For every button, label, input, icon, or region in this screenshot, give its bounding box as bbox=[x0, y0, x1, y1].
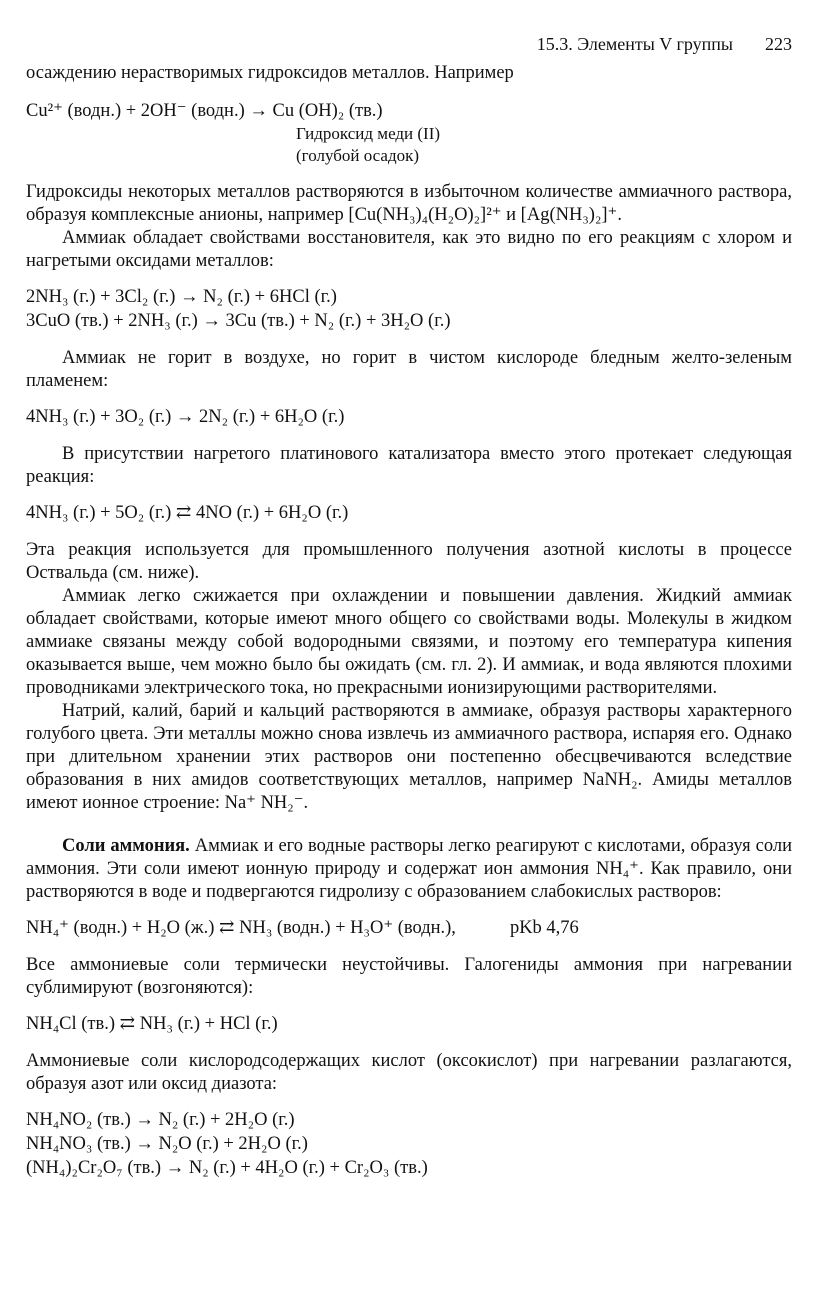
equation-text: NH₄⁺ (водн.) + H₂O (ж.) ⇄ NH₃ (водн.) + H₃O⁺ (водн.), bbox=[26, 918, 456, 938]
equation: NH₄NO₃ (тв.) → N₂O (г.) + 2H₂O (г.) bbox=[26, 1134, 308, 1154]
paragraph-text: Аммиак и его водные растворы легко реагируют с кислотами, образуя соли аммония. Эти соли имеют ионную природу и содержат ион аммония NH₄⁺. Как правило, они растворяются в воде и подвергаются гидролизу с образованием слабокислых растворов: bbox=[26, 836, 792, 902]
running-header bbox=[26, 34, 792, 62]
equation: NH₄Cl (тв.) ⇄ NH₃ (г.) + HCl (г.) bbox=[26, 1014, 278, 1034]
equation: 2NH₃ (г.) + 3Cl₂ (г.) → N₂ (г.) + 6HCl (г.) bbox=[26, 287, 337, 307]
equation: 4NH₃ (г.) + 3O₂ (г.) → 2N₂ (г.) + 6H₂O (г.) bbox=[26, 407, 345, 427]
equation: 4NH₃ (г.) + 5O₂ (г.) ⇄ 4NO (г.) + 6H₂O (г.) bbox=[26, 503, 349, 523]
paragraph: осаждению нерастворимых гидроксидов металлов. Например bbox=[26, 63, 514, 83]
section-heading: Соли аммония. bbox=[62, 836, 190, 856]
equation: (NH₄)₂Cr₂O₇ (тв.) → N₂ (г.) + 4H₂O (г.) + Cr₂O₃ (тв.) bbox=[26, 1158, 428, 1178]
paragraph: Аммиак легко сжижается при охлаждении и повышении давления. Жидкий аммиак обладает свойствами, которые имеют много общего со свойствами воды. Молекулы в жидком аммиаке связаны между собой водородными связями, и поэтому его температура кипения оказывается выше, чем можно было бы ожидать (см. гл. 2). И аммиак, и вода являются плохими проводниками электрического тока, но прекрасными ионизирующими растворителями. bbox=[26, 586, 792, 698]
equation bbox=[26, 916, 792, 940]
equation-caption: Гидроксид меди (II) bbox=[296, 124, 441, 143]
paragraph: Все аммониевые соли термически неустойчивы. Галогениды аммония при нагревании сублимируют (возгоняются): bbox=[26, 955, 792, 998]
equation-caption: (голубой осадок) bbox=[296, 146, 420, 165]
section-title: 15.3. Элементы V группы bbox=[536, 34, 733, 54]
equation: NH₄NO₂ (тв.) → N₂ (г.) + 2H₂O (г.) bbox=[26, 1110, 295, 1130]
paragraph: Гидроксиды некоторых металлов растворяются в избыточном количестве аммиачного раствора, образуя комплексные анионы, например [Cu(NH₃)₄(H₂O)₂]²⁺ и [Ag(NH₃)₂]⁺. bbox=[26, 182, 792, 225]
paragraph: В присутствии нагретого платинового катализатора вместо этого протекает следующая реакция: bbox=[26, 444, 792, 487]
paragraph: Эта реакция используется для промышленного получения азотной кислоты в процессе Оствальда (см. ниже). bbox=[26, 540, 792, 583]
page-number: 223 bbox=[765, 34, 792, 54]
paragraph: Аммиак не горит в воздухе, но горит в чистом кислороде бледным желто-зеленым пламенем: bbox=[26, 348, 792, 391]
paragraph: Аммиак обладает свойствами восстановителя, как это видно по его реакциям с хлором и нагретыми оксидами металлов: bbox=[26, 228, 792, 271]
paragraph: Аммониевые соли кислородсодержащих кислот (оксокислот) при нагревании разлагаются, образуя азот или оксид диазота: bbox=[26, 1051, 792, 1094]
equation: Cu²⁺ (водн.) + 2OH⁻ (водн.) → Cu (OH)₂ (тв.) bbox=[26, 101, 383, 121]
paragraph: Натрий, калий, барий и кальций растворяются в аммиаке, образуя растворы характерного голубого цвета. Эти металлы можно снова извлечь из аммиачного раствора, испаряя его. Однако при длительном хранении этих растворов они постепенно обесцвечиваются вследствие образования в них амидов соответствующих металлов, например NaNH₂. Амиды металлов имеют ионное строение: Na⁺ NH₂⁻. bbox=[26, 701, 792, 813]
pk-value: pKb 4,76 bbox=[509, 918, 579, 938]
paragraph bbox=[26, 835, 792, 904]
page bbox=[26, 34, 792, 1180]
equation: 3CuO (тв.) + 2NH₃ (г.) → 3Cu (тв.) + N₂ (г.) + 3H₂O (г.) bbox=[26, 311, 451, 331]
